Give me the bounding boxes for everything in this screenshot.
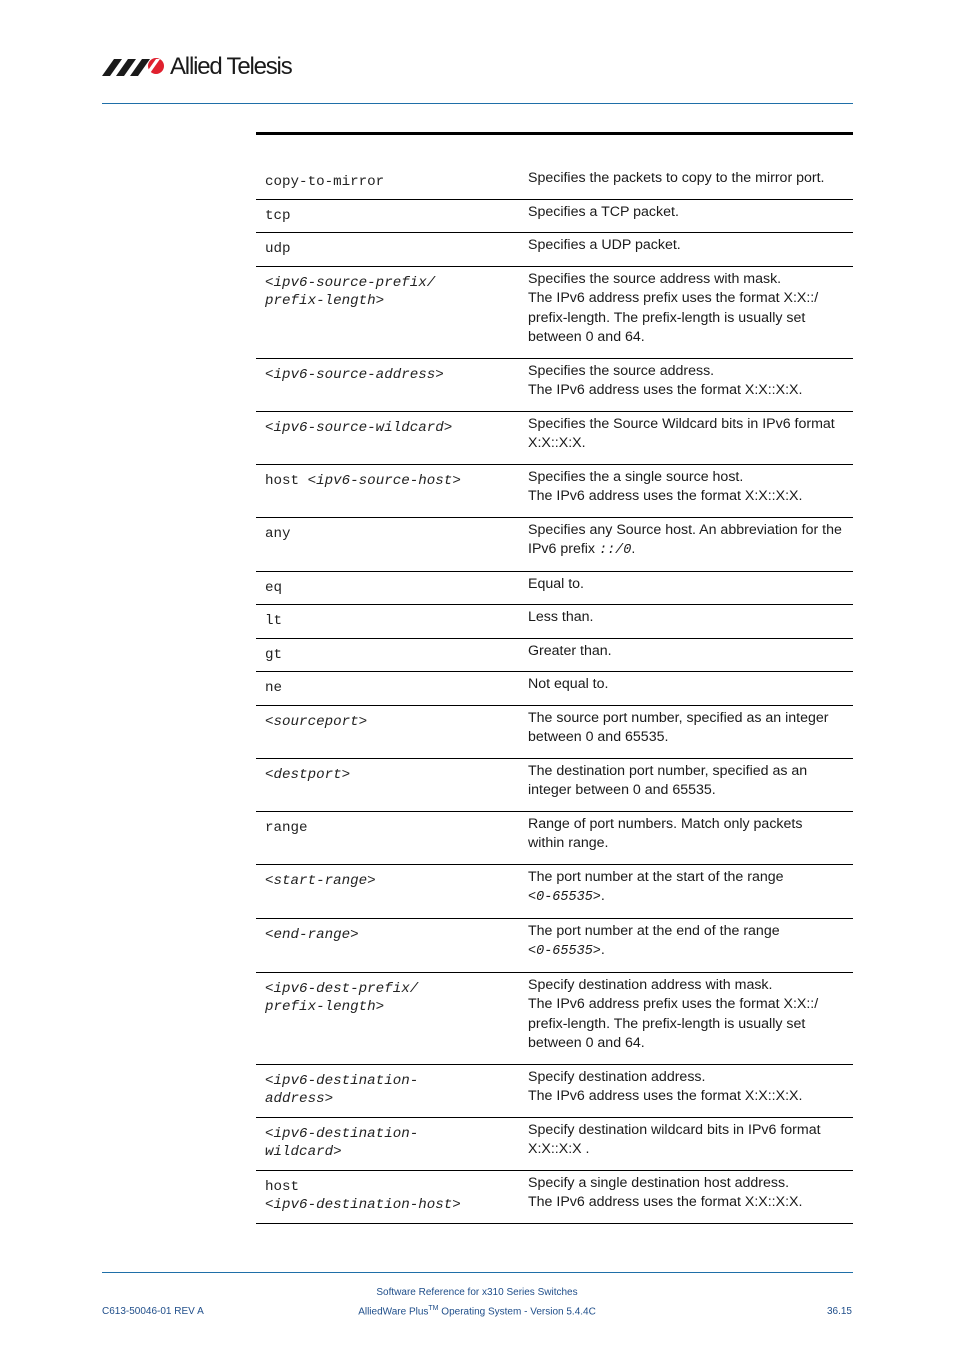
description-text: Not equal to. <box>528 676 609 692</box>
parameter-variable: prefix-length> <box>265 292 385 309</box>
parameter-keyword: gt <box>265 646 283 663</box>
table-row <box>256 972 853 1064</box>
parameter-cell <box>256 638 519 672</box>
table-row <box>256 918 853 972</box>
description-cell <box>519 233 853 267</box>
parameter-cell <box>256 672 519 706</box>
parameter-variable: <ipv6-destination- <box>265 1072 419 1089</box>
table-row <box>256 605 853 639</box>
parameter-variable: <sourceport> <box>265 713 368 730</box>
parameter-variable: <ipv6-destination- <box>265 1125 419 1142</box>
parameter-cell <box>256 517 519 571</box>
parameter-keyword: eq <box>265 579 283 596</box>
description-text: Specifies the source address. <box>528 362 715 379</box>
parameter-variable: <ipv6-source-host> <box>307 472 461 489</box>
table-row <box>256 811 853 864</box>
description-cell <box>519 1064 853 1117</box>
parameter-variable: <ipv6-dest-prefix/ <box>265 980 419 997</box>
parameter-keyword: copy-to-mirror <box>265 174 385 190</box>
parameter-cell <box>256 972 519 1064</box>
description-text: X:X::X:X . <box>528 1141 590 1157</box>
table-row <box>256 705 853 758</box>
description-text: The IPv6 address uses the format X:X::X:X. <box>528 1088 803 1104</box>
parameter-variable: <ipv6-source-prefix/ <box>265 274 436 291</box>
table-row <box>256 672 853 706</box>
description-cell <box>519 411 853 464</box>
parameter-cell <box>256 864 519 918</box>
description-text: X:X::X:X. <box>528 435 586 451</box>
description-text: Specify destination address with mask. <box>528 976 773 993</box>
description-text: The IPv6 address uses the format X:X::X:X. <box>528 382 803 398</box>
parameter-keyword: udp <box>265 241 291 257</box>
description-text: Less than. <box>528 609 594 625</box>
parameter-table <box>256 166 853 1224</box>
table-row <box>256 358 853 411</box>
description-text: . <box>600 942 605 958</box>
description-code: <0-65535> <box>528 890 601 905</box>
footer-title: Software Reference for x310 Series Switches <box>376 1287 578 1298</box>
description-text: between 0 and 64. <box>528 1035 645 1051</box>
description-text: The IPv6 address prefix uses the format X:X::/ <box>528 996 819 1012</box>
description-text: Specify a single destination host address. <box>528 1174 790 1191</box>
description-cell <box>519 811 853 864</box>
description-text: The IPv6 address uses the format X:X::X:X. <box>528 488 803 504</box>
parameter-variable: <ipv6-source-wildcard> <box>265 419 453 436</box>
parameter-variable: <start-range> <box>265 872 376 889</box>
table-row <box>256 864 853 918</box>
table-top-rule <box>256 132 853 135</box>
allied-telesis-logo <box>102 52 302 82</box>
parameter-variable: <end-range> <box>265 926 359 943</box>
description-text: . <box>631 541 636 557</box>
description-cell <box>519 464 853 517</box>
description-cell <box>519 918 853 972</box>
description-cell <box>519 358 853 411</box>
parameter-keyword: any <box>265 525 291 542</box>
table-row <box>256 1117 853 1170</box>
description-text: The port number at the end of the range <box>528 922 780 939</box>
description-text: Specifies the source address with mask. <box>528 270 782 287</box>
description-text: . <box>600 888 605 904</box>
parameter-cell <box>256 1170 519 1223</box>
description-cell <box>519 972 853 1064</box>
parameter-cell <box>256 266 519 358</box>
description-text: Specifies the packets to copy to the mirror port. <box>528 170 825 186</box>
table-row <box>256 517 853 571</box>
description-cell <box>519 705 853 758</box>
parameter-cell <box>256 199 519 233</box>
description-text: Specifies any Source host. An abbreviation for the <box>528 521 842 538</box>
description-cell <box>519 166 853 199</box>
parameter-keyword: tcp <box>265 207 291 224</box>
allied-telesis-logo-icon <box>102 56 166 78</box>
description-text: The destination port number, specified as an <box>528 762 808 779</box>
description-cell <box>519 758 853 811</box>
parameter-keyword: host <box>265 1178 300 1195</box>
description-cell <box>519 605 853 639</box>
description-cell <box>519 672 853 706</box>
description-cell <box>519 571 853 605</box>
footer-os-name: AlliedWare Plus <box>358 1306 429 1318</box>
description-code: ::/0 <box>598 543 632 558</box>
description-cell <box>519 1117 853 1170</box>
table-row <box>256 1064 853 1117</box>
description-cell <box>519 864 853 918</box>
parameter-variable: address> <box>265 1090 334 1107</box>
table-row <box>256 638 853 672</box>
description-text: within range. <box>528 835 609 851</box>
description-cell <box>519 266 853 358</box>
table-row <box>256 199 853 233</box>
parameter-cell <box>256 918 519 972</box>
parameter-variable: wildcard> <box>265 1143 342 1160</box>
parameter-cell <box>256 233 519 267</box>
parameter-variable: prefix-length> <box>265 998 385 1015</box>
footer-rule <box>102 1272 853 1273</box>
table-row <box>256 758 853 811</box>
description-text: Specifies a TCP packet. <box>528 203 679 220</box>
parameter-cell <box>256 758 519 811</box>
parameter-cell <box>256 1064 519 1117</box>
description-cell <box>519 1170 853 1223</box>
description-text: Specify destination address. <box>528 1068 706 1085</box>
description-text: The IPv6 address prefix uses the format X:X::/ <box>528 290 819 306</box>
description-text: Specifies the a single source host. <box>528 468 744 485</box>
description-text: Specify destination wildcard bits in IPv6 format <box>528 1121 821 1138</box>
header-rule <box>102 103 853 104</box>
parameter-keyword: host <box>265 472 308 489</box>
description-text: Equal to. <box>528 575 585 592</box>
description-cell <box>519 638 853 672</box>
description-text: The port number at the start of the range <box>528 868 784 885</box>
parameter-cell <box>256 705 519 758</box>
description-cell <box>519 199 853 233</box>
parameter-cell <box>256 166 519 199</box>
parameter-variable: <ipv6-source-address> <box>265 366 444 383</box>
table-row <box>256 1170 853 1223</box>
parameter-table-body <box>256 166 853 1223</box>
description-text: prefix-length. The prefix-length is usually set <box>528 1015 806 1032</box>
table-row <box>256 464 853 517</box>
parameter-cell <box>256 605 519 639</box>
table-row <box>256 411 853 464</box>
parameter-cell <box>256 411 519 464</box>
logo-text: Allied Telesis <box>170 53 292 80</box>
table-row <box>256 166 853 199</box>
description-text: The source port number, specified as an integer <box>528 709 829 726</box>
description-text: between 0 and 64. <box>528 329 645 345</box>
description-text: prefix-length. The prefix-length is usually set <box>528 309 806 326</box>
parameter-cell <box>256 464 519 517</box>
description-text: IPv6 prefix <box>528 541 599 557</box>
description-code: <0-65535> <box>528 944 601 959</box>
parameter-cell <box>256 358 519 411</box>
footer-page-number: 36.15 <box>826 1306 852 1317</box>
description-text: Greater than. <box>528 642 612 659</box>
description-text: Specifies a UDP packet. <box>528 237 681 253</box>
description-text: Range of port numbers. Match only packets <box>528 815 803 832</box>
parameter-cell <box>256 811 519 864</box>
table-row <box>256 266 853 358</box>
footer-doc-id: C613-50046-01 REV A <box>102 1306 204 1317</box>
parameter-variable: <ipv6-destination-host> <box>265 1196 461 1213</box>
footer-os-version-text: Operating System - Version 5.4.4C <box>438 1306 596 1318</box>
footer-trademark: TM <box>428 1305 439 1312</box>
parameter-keyword: ne <box>265 680 283 696</box>
parameter-keyword: lt <box>265 613 283 629</box>
parameter-variable: <destport> <box>265 766 351 783</box>
description-text: Specifies the Source Wildcard bits in IPv6 format <box>528 415 835 432</box>
description-text: integer between 0 and 65535. <box>528 782 716 798</box>
table-row <box>256 571 853 605</box>
parameter-cell <box>256 1117 519 1170</box>
table-row <box>256 233 853 267</box>
description-text: The IPv6 address uses the format X:X::X:X. <box>528 1194 803 1210</box>
parameter-keyword: range <box>265 819 308 836</box>
parameter-cell <box>256 571 519 605</box>
description-cell <box>519 517 853 571</box>
description-text: between 0 and 65535. <box>528 729 669 745</box>
